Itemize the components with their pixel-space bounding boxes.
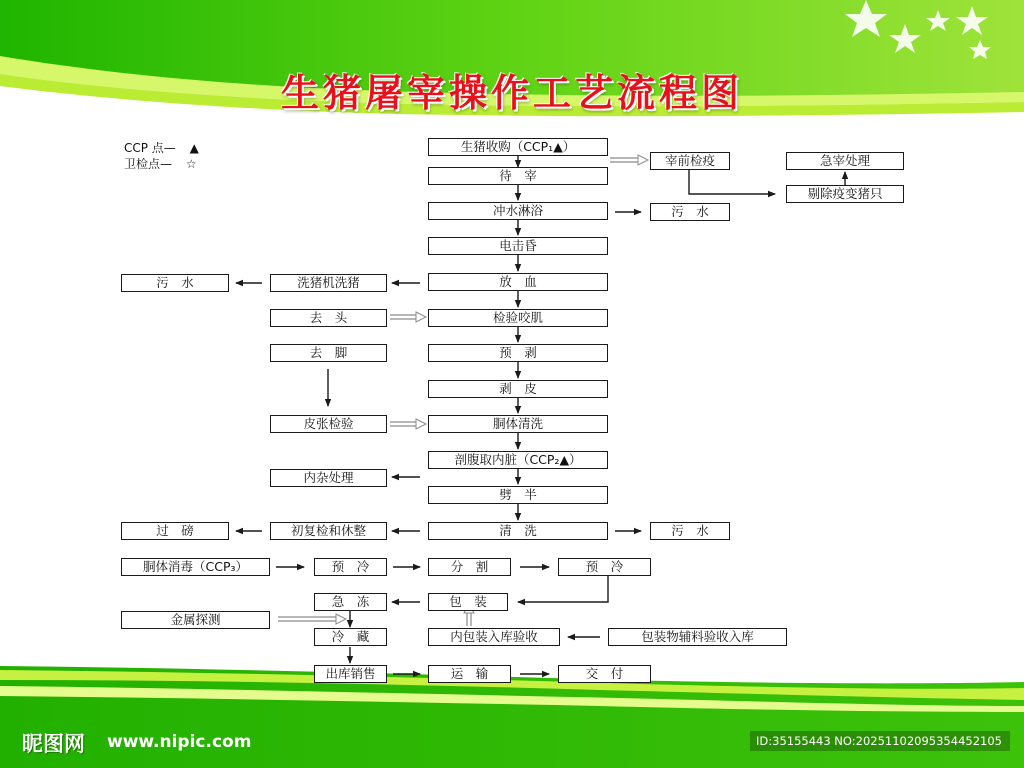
node-sewage-1: 污 水	[650, 203, 730, 221]
node-cold-store: 冷 藏	[314, 628, 387, 646]
node-carcass-wash: 胴体清洗	[428, 415, 608, 433]
node-eviscerate: 剖腹取内脏（CCP₂▲）	[428, 451, 608, 469]
node-pig-washer: 洗猪机洗猪	[270, 274, 387, 292]
star-outline-icon: ☆	[185, 157, 197, 171]
page-title: 生猪屠宰操作工艺流程图	[280, 71, 743, 115]
node-offal: 内杂处理	[270, 469, 387, 487]
node-cutting: 分 割	[428, 558, 511, 576]
node-hide-inspect: 皮张检验	[270, 415, 387, 433]
node-recheck: 初复检和休整	[270, 522, 387, 540]
node-weigh: 过 磅	[121, 522, 229, 540]
node-precool-2: 预 冷	[558, 558, 651, 576]
node-sewage-2: 污 水	[121, 274, 229, 292]
node-precool-1: 预 冷	[314, 558, 387, 576]
node-pig-purchase: 生猪收购（CCP₁▲）	[428, 138, 608, 156]
node-metal-detect: 金属探测	[121, 611, 270, 629]
node-remove-feet: 去 脚	[270, 344, 387, 362]
node-quick-freeze: 急 冻	[314, 593, 387, 611]
node-remove-head: 去 头	[270, 309, 387, 327]
legend-ccp-label: CCP 点—	[124, 141, 176, 155]
node-shower: 冲水淋浴	[428, 202, 608, 220]
node-inspect-bite: 检验咬肌	[428, 309, 608, 327]
site-logo: 昵图网	[22, 731, 85, 756]
node-inner-pack-receive: 内包装入库验收	[428, 628, 560, 646]
node-delivery: 交 付	[558, 665, 651, 683]
image-id-bar: ID:35155443 NO:20251102095354452105	[750, 731, 1010, 751]
node-emergency-slaughter: 急宰处理	[786, 152, 904, 170]
site-url: www.nipic.com	[107, 732, 252, 752]
node-shipping-out: 出库销售	[314, 665, 387, 683]
node-bleed: 放 血	[428, 273, 608, 291]
node-pre-skin: 预 剥	[428, 344, 608, 362]
node-skin: 剥 皮	[428, 380, 608, 398]
legend-inspection-label: 卫检点—	[124, 157, 173, 171]
node-wait-slaughter: 待 宰	[428, 167, 608, 185]
node-packing: 包 装	[428, 593, 508, 611]
node-stun: 电击昏	[428, 237, 608, 255]
node-transport: 运 输	[428, 665, 511, 683]
node-split: 劈 半	[428, 486, 608, 504]
node-materials-receive: 包装物辅料验收入库	[608, 628, 787, 646]
node-sewage-4: 污 水	[650, 522, 730, 540]
triangle-icon: ▲	[189, 141, 199, 155]
node-carcass-disinfect: 胴体消毒（CCP₃）	[121, 558, 270, 576]
node-pre-slaughter-inspect: 宰前检疫	[650, 152, 730, 170]
node-clean: 清 洗	[428, 522, 608, 540]
node-remove-sick-pigs: 剔除疫变猪只	[786, 185, 904, 203]
